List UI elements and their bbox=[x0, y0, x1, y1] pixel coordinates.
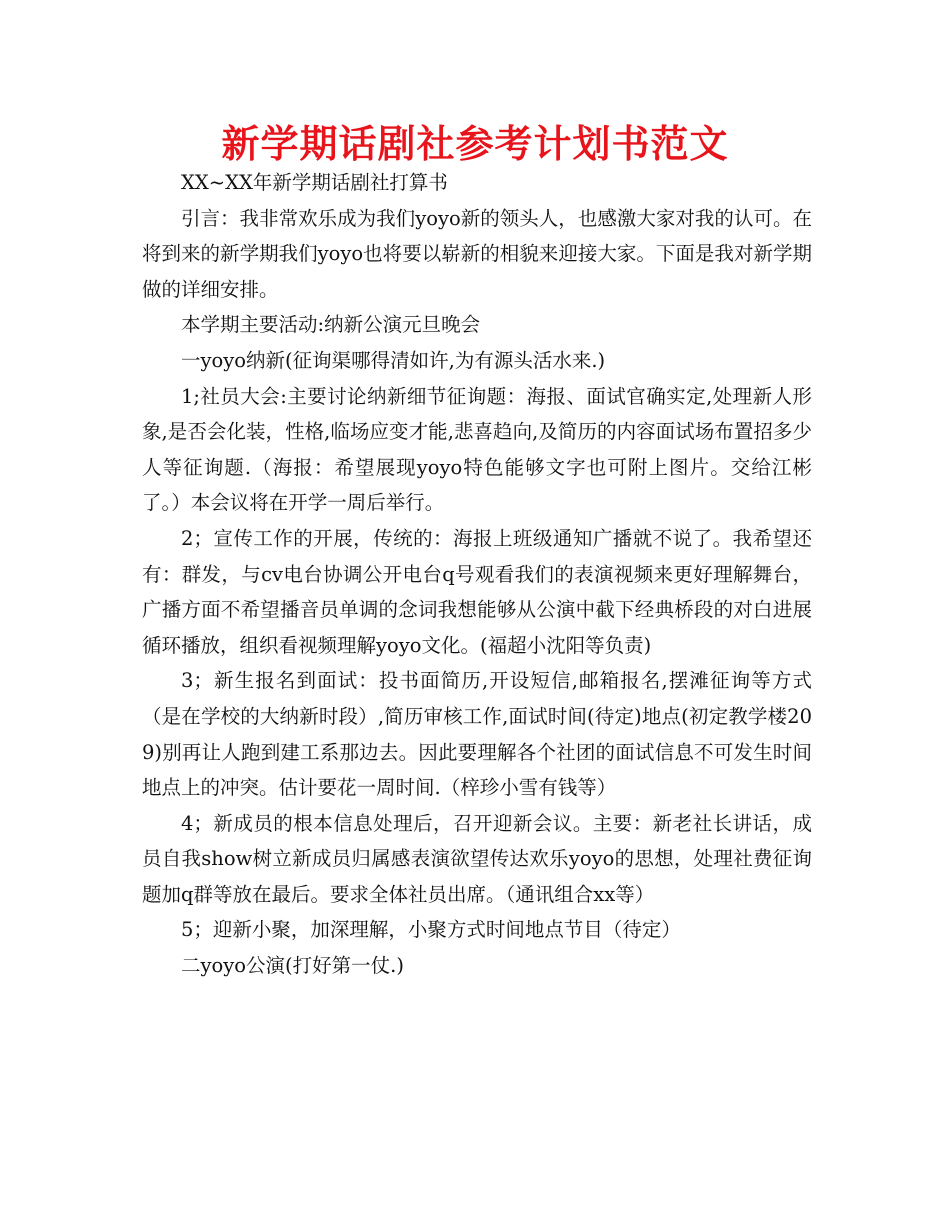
main-activities-line: 本学期主要活动:纳新公演元旦晚会 bbox=[181, 313, 481, 337]
section-performance-heading: 二yoyo公演(打好第一仗.) bbox=[181, 954, 404, 978]
document-title: 新学期话剧社参考计划书范文 bbox=[221, 122, 729, 166]
item-1-member-meeting: 1;社员大会:主要讨论纳新细节征询题：海报、面试官确实定,处理新人形象,是否会化装，性格,临场应变才能,悲喜趋向,及简历的内容面试场布置招多少人等征询题.（海报：希望展现yoyo特色能够文字也可附上图片。交给江彬了。）本会议将在开学一周后举行。 bbox=[142, 384, 812, 515]
item-2-publicity: 2；宣传工作的开展，传统的：海报上班级通知广播就不说了。我希望还有：群发，与cv电台协调公开电台q号观看我们的表演视频来更好理解舞台，广播方面不希望播音员单调的念词我想能够从公演中截下经典桥段的对白进展循环播放，组织看视频理解yoyo文化。(福超小沈阳等负责) bbox=[142, 526, 812, 657]
section-recruitment-heading: 一yoyo纳新(征询渠哪得清如许,为有源头活水来.) bbox=[181, 348, 606, 372]
item-4-welcome-meeting: 4；新成员的根本信息处理后，召开迎新会议。主要：新老社长讲话，成员自我show树立新成员归属感表演欲望传达欢乐yoyo的思想，处理社费征询题加q群等放在最后。要求全体社员出席。（通讯组合xx等） bbox=[142, 811, 812, 906]
document-body bbox=[142, 165, 812, 984]
intro-paragraph: 引言：我非常欢乐成为我们yoyo新的领头人，也感激大家对我的认可。在将到来的新学期我们yoyo也将要以崭新的相貌来迎接大家。下面是我对新学期做的详细安排。 bbox=[142, 206, 812, 301]
item-5-welcome-gathering: 5；迎新小聚，加深理解，小聚方式时间地点节目（待定） bbox=[181, 918, 681, 942]
plan-heading: XX~XX年新学期话剧社打算书 bbox=[181, 171, 448, 194]
item-3-registration-interview: 3；新生报名到面试：投书面简历,开设短信,邮箱报名,摆滩征询等方式（是在学校的大纳新时段）,简历审核工作,面试时间(待定)地点(初定教学楼209)别再让人跑到建工系那边去。因此要理解各个社团的面试信息不可发生时间地点上的冲突。估计要花一周时间.（梓珍小雪有钱等） bbox=[142, 669, 812, 800]
